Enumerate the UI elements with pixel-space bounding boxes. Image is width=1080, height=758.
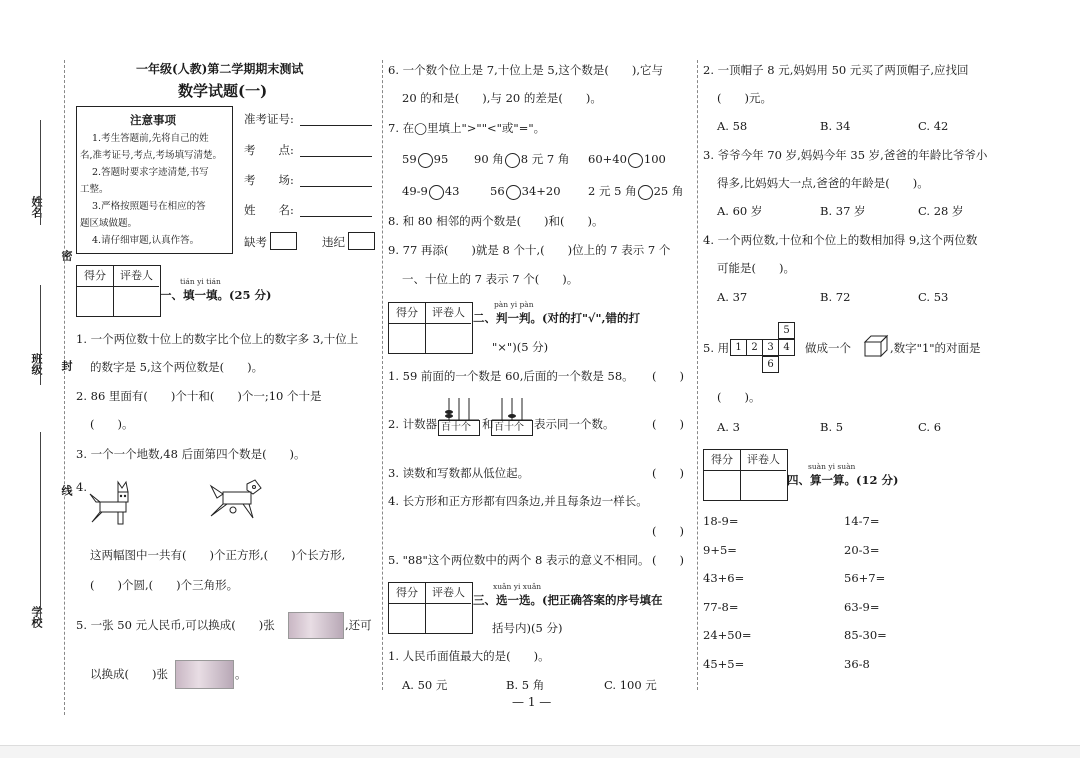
choice-5: ( )。 (717, 390, 761, 404)
notes-item: 题区域做题。 (80, 218, 138, 229)
die-net-face: 4 (778, 339, 795, 356)
judge-2: 和 (482, 417, 494, 431)
calc-item[interactable]: 85-30= (844, 628, 887, 642)
compare-value: 59 (402, 152, 417, 166)
compare-value: 95 (433, 152, 449, 166)
score-box-2 (388, 302, 473, 354)
die-net-face: 1 (730, 339, 747, 356)
violation-label: 违纪 (322, 235, 345, 249)
page-number: — 1 — (512, 695, 552, 709)
page-bottom-edge (0, 745, 1080, 758)
score-header: 得分 (389, 583, 426, 604)
binding-dashed-line (64, 60, 65, 715)
section-pinyin: suàn yi suàn (808, 462, 856, 471)
binding-line-class (40, 285, 41, 385)
choice-option[interactable]: B. 5 (820, 420, 844, 434)
question-2: ( )。 (90, 417, 134, 431)
field-room-line[interactable] (300, 186, 372, 187)
judge-4: 4. 长方形和正方形都有四条边,并且每条边一样长。 (388, 494, 648, 508)
shape-cat-figure (88, 478, 143, 528)
compare-value: 56 (490, 184, 505, 198)
calc-item[interactable]: 20-3= (844, 543, 880, 557)
choice-1: 1. 人民币面值最大的是( )。 (388, 649, 550, 663)
field-exam-id-line[interactable] (300, 125, 372, 126)
compare-value: 34+20 (521, 184, 561, 198)
choice-3: 3. 爷爷今年 70 岁,妈妈今年 35 岁,爸爸的年龄比爷爷小 (703, 148, 988, 162)
score-header: 评卷人 (741, 450, 786, 471)
binding-xian: 线 (60, 485, 73, 496)
compare-row-1 (402, 152, 448, 168)
question-5: 。 (235, 667, 247, 681)
notes-box (76, 106, 233, 254)
question-1: 1. 一个两位数十位上的数字比个位上的数字多 3,十位上 (76, 332, 359, 346)
choice-option[interactable]: C. 28 岁 (918, 204, 964, 218)
calc-item[interactable]: 56+7= (844, 571, 886, 585)
cube-icon (863, 334, 889, 358)
section-2-title: 二、判一判。(对的打"√",错的打 (473, 311, 640, 325)
section-2-title: "×")(5 分) (492, 340, 549, 354)
judge-paren[interactable]: ( ) (652, 369, 684, 383)
calc-item[interactable]: 14-7= (844, 514, 880, 528)
column-divider-2 (697, 60, 698, 690)
choice-5: ,数字"1"的对面是 (890, 341, 981, 355)
absent-box[interactable] (270, 232, 297, 250)
choice-option[interactable]: B. 5 角 (506, 678, 545, 692)
judge-paren[interactable]: ( ) (652, 524, 684, 538)
judge-3: 3. 读数和写数都从低位起。 (388, 466, 530, 480)
section-pinyin: pàn yi pàn (494, 300, 534, 309)
compare-value: 43 (444, 184, 460, 198)
compare-row-1 (588, 152, 666, 168)
choice-option[interactable]: A. 60 岁 (717, 204, 763, 218)
score-header: 得分 (704, 450, 741, 471)
choice-option[interactable]: C. 6 (918, 420, 942, 434)
score-cell[interactable] (704, 471, 741, 500)
score-header: 得分 (389, 303, 426, 324)
die-net-face: 3 (762, 339, 779, 356)
section-pinyin: xuǎn yi xuǎn (493, 582, 542, 591)
score-header: 评卷人 (426, 303, 471, 324)
compare-row-2 (402, 184, 459, 200)
die-net-face: 5 (778, 322, 795, 339)
choice-4: 4. 一个两位数,十位和个位上的数相加得 9,这个两位数 (703, 233, 978, 247)
compare-circle[interactable] (638, 185, 653, 200)
question-5: ,还可 (345, 618, 372, 632)
field-site-line[interactable] (300, 156, 372, 157)
compare-circle[interactable] (429, 185, 444, 200)
banknote-image (288, 612, 344, 639)
compare-value: 25 角 (653, 184, 684, 198)
judge-paren[interactable]: ( ) (652, 466, 684, 480)
calc-item[interactable]: 43+6= (703, 571, 745, 585)
violation-box[interactable] (348, 232, 375, 250)
compare-value: 60+40 (588, 152, 627, 166)
section-3-title: 三、选一选。(把正确答案的序号填在 (473, 593, 663, 607)
notes-item: 工整。 (80, 184, 109, 195)
binding-mi: 密 (60, 250, 73, 261)
compare-row-2 (588, 184, 683, 200)
section-1-title: 一、填一填。(25 分) (160, 288, 272, 302)
judge-2: 2. 计数器 (388, 417, 438, 431)
compare-value: 49-9 (402, 184, 428, 198)
compare-row-1 (474, 152, 569, 168)
notes-item: 1.考生答题前,先将自己的姓 (92, 133, 209, 144)
banknote-image (175, 660, 234, 689)
compare-value: 90 角 (474, 152, 504, 166)
question-3: 3. 一个一个地数,48 后面第四个数是( )。 (76, 447, 306, 461)
score-header: 得分 (77, 266, 114, 287)
binding-label-school: 学校 (30, 606, 43, 628)
choice-option[interactable]: A. 50 元 (402, 678, 448, 692)
question-1: 的数字是 5,这个两位数是( )。 (90, 360, 264, 374)
question-4: 4. (76, 480, 87, 494)
score-box-1 (76, 265, 161, 317)
choice-4: 可能是( )。 (717, 261, 795, 275)
compare-circle[interactable] (418, 153, 433, 168)
choice-5: 5. 用 (703, 341, 730, 355)
abacus-label: 百十个 (441, 422, 471, 433)
calc-item[interactable]: 18-9= (703, 514, 739, 528)
calc-item[interactable]: 9+5= (703, 543, 737, 557)
shape-dog-figure (205, 478, 265, 526)
score-cell[interactable] (389, 604, 426, 633)
compare-circle[interactable] (628, 153, 643, 168)
compare-value: 100 (643, 152, 666, 166)
absent-label: 缺考 (244, 235, 267, 249)
question-4: 这两幅图中一共有( )个正方形,( )个长方形, (90, 548, 346, 562)
exam-title: 一年级(人教)第二学期期末测试 (136, 62, 304, 76)
choice-5: 做成一个 (805, 341, 851, 355)
section-3-title: 括号内)(5 分) (492, 621, 563, 635)
choice-option[interactable]: A. 37 (717, 290, 748, 304)
binding-line-name (40, 120, 41, 225)
choice-2: ( )元。 (717, 91, 772, 105)
choice-option[interactable]: A. 3 (717, 420, 740, 434)
score-cell[interactable] (77, 287, 114, 316)
question-8: 8. 和 80 相邻的两个数是( )和( )。 (388, 214, 604, 228)
calc-item[interactable]: 24+50= (703, 628, 752, 642)
section-pinyin: tián yi tián (180, 277, 221, 286)
choice-option[interactable]: B. 72 (820, 290, 851, 304)
notes-item: 2.答题时要求字迹清楚,书写 (92, 167, 209, 178)
notes-item: 4.请仔细审题,认真作答。 (92, 235, 200, 246)
judge-1: 1. 59 前面的一个数是 60,后面的一个数是 58。 (388, 369, 634, 383)
question-5: 5. 一张 50 元人民币,可以换成( )张 (76, 618, 275, 632)
score-header: 评卷人 (114, 266, 159, 287)
field-exam-id-label: 准考证号: (244, 112, 294, 126)
binding-line-school (40, 432, 41, 622)
notes-item: 名,准考证号,考点,考场填写清楚。 (80, 150, 223, 161)
question-9: 一、十位上的 7 表示 7 个( )。 (402, 272, 579, 286)
column-divider-1 (382, 60, 383, 690)
die-net-face: 6 (762, 356, 779, 373)
question-2: 2. 86 里面有( )个十和( )个一;10 个十是 (76, 389, 322, 403)
choice-option[interactable]: B. 37 岁 (820, 204, 866, 218)
binding-feng: 封 (60, 360, 73, 371)
score-box-3 (388, 582, 473, 634)
field-name-line[interactable] (300, 216, 372, 217)
judge-2: 表示同一个数。 (534, 417, 615, 431)
binding-label-name: 姓名 (30, 196, 43, 218)
binding-label-class: 班级 (30, 353, 43, 375)
compare-value: 8 元 7 角 (520, 152, 570, 166)
question-9: 9. 77 再添( )就是 8 个十,( )位上的 7 表示 7 个 (388, 243, 671, 257)
die-net-face: 2 (746, 339, 763, 356)
question-5: 以换成( )张 (90, 667, 168, 681)
exam-subtitle: 数学试题(一) (178, 82, 268, 100)
score-box-4 (703, 449, 788, 501)
section-4-title: 四、算一算。(12 分) (787, 473, 899, 487)
choice-3: 得多,比妈妈大一点,爸爸的年龄是( )。 (717, 176, 929, 190)
compare-value: 2 元 5 角 (588, 184, 637, 198)
choice-option[interactable]: C. 53 (918, 290, 949, 304)
field-site-label: 考 点: (244, 143, 294, 157)
choice-option[interactable]: B. 34 (820, 119, 851, 133)
choice-option[interactable]: C. 100 元 (604, 678, 657, 692)
calc-item[interactable]: 45+5= (703, 657, 745, 671)
choice-2: 2. 一顶帽子 8 元,妈妈用 50 元买了两顶帽子,应找回 (703, 63, 969, 77)
choice-option[interactable]: C. 42 (918, 119, 949, 133)
score-header: 评卷人 (426, 583, 471, 604)
calc-item[interactable]: 63-9= (844, 600, 880, 614)
question-6: 20 的和是( ),与 20 的差是( )。 (402, 91, 602, 105)
judge-paren[interactable]: ( ) (652, 553, 684, 567)
compare-row-2 (490, 184, 561, 200)
question-7: 7. 在◯里填上">""<"或"="。 (388, 121, 546, 135)
question-4: ( )个圆,( )个三角形。 (90, 578, 239, 592)
calc-item[interactable]: 77-8= (703, 600, 739, 614)
score-cell[interactable] (389, 324, 426, 353)
field-room-label: 考 场: (244, 173, 294, 187)
compare-circle[interactable] (506, 185, 521, 200)
judge-5: 5. "88"这个两位数中的两个 8 表示的意义不相同。 (388, 553, 650, 567)
notes-title: 注意事项 (130, 113, 176, 127)
field-name-label: 姓 名: (244, 203, 294, 217)
judge-paren[interactable]: ( ) (652, 417, 684, 431)
compare-circle[interactable] (505, 153, 520, 168)
notes-item: 3.严格按照题号在相应的答 (92, 201, 206, 212)
question-6: 6. 一个数个位上是 7,十位上是 5,这个数是( ),它与 (388, 63, 664, 77)
abacus-label: 百十个 (494, 422, 524, 433)
choice-option[interactable]: A. 58 (717, 119, 748, 133)
calc-item[interactable]: 36-8 (844, 657, 870, 671)
